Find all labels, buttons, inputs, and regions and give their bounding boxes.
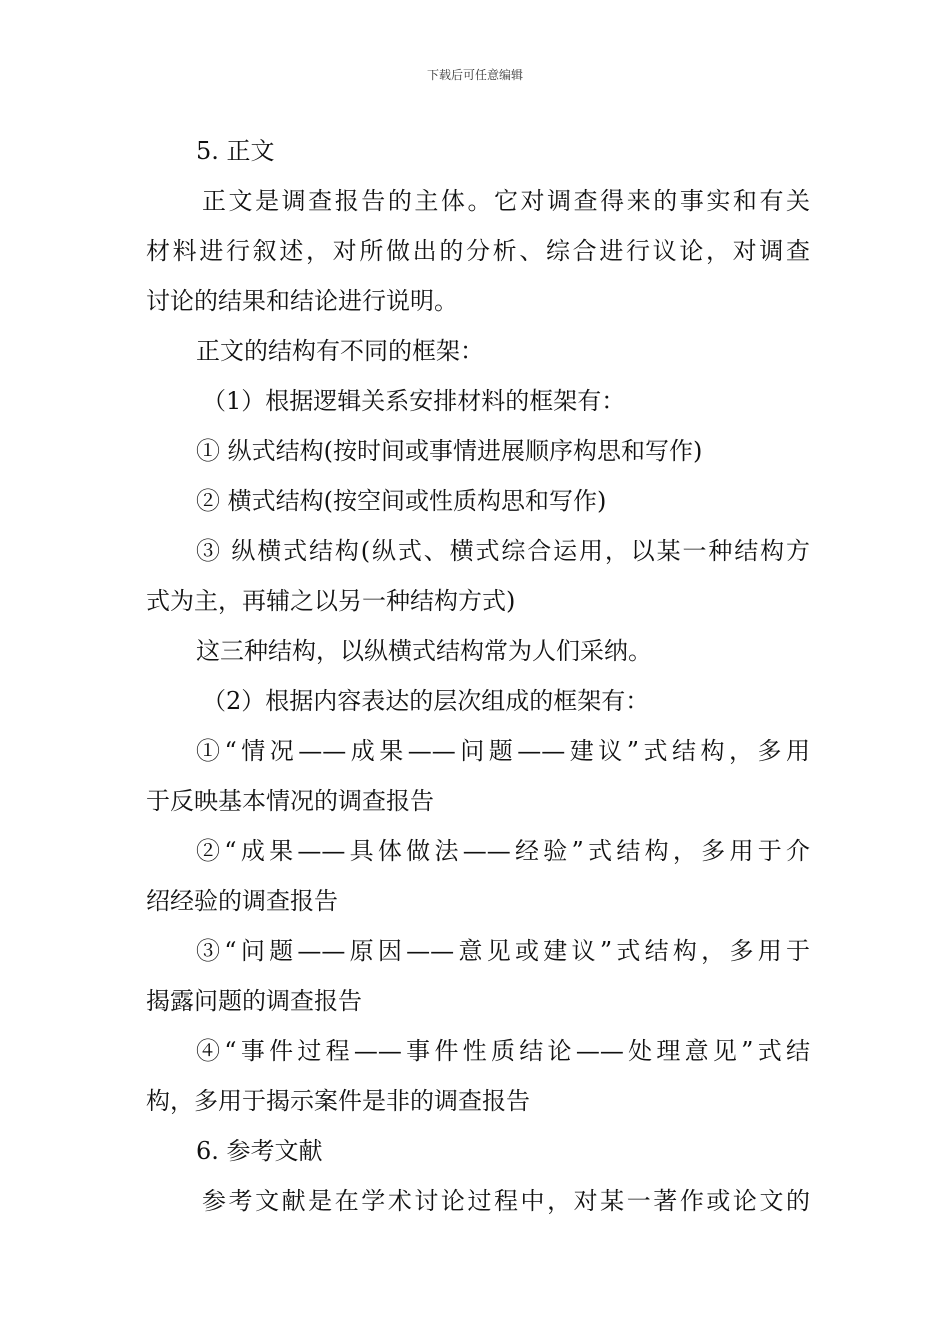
paragraph-line: 这三种结构，以纵横式结构常为人们采纳。 (196, 637, 652, 665)
list-item-continuation: 式为主，再辅之以另一种结构方式) (146, 587, 516, 615)
paragraph-line: 参考文献是在学术讨论过程中，对某一著作或论文的 (202, 1187, 810, 1215)
list-item-continuation: 于反映基本情况的调查报告 (146, 787, 434, 815)
paragraph-line: 正文是调查报告的主体。它对调查得来的事实和有关 (202, 187, 810, 215)
paragraph-line: 正文的结构有不同的框架： (196, 337, 484, 365)
list-item: ②“成果——具体做法——经验”式结构，多用于介 (196, 837, 810, 865)
list-heading: （2）根据内容表达的层次组成的框架有： (202, 687, 650, 715)
list-item-continuation: 构，多用于揭示案件是非的调查报告 (146, 1087, 530, 1115)
list-item: ② 横式结构(按空间或性质构思和写作) (196, 487, 607, 515)
paragraph-line: 讨论的结果和结论进行说明。 (146, 287, 458, 315)
list-item-continuation: 绍经验的调查报告 (146, 887, 338, 915)
list-item-continuation: 揭露问题的调查报告 (146, 987, 362, 1015)
list-item: ① 纵式结构(按时间或事情进展顺序构思和写作) (196, 437, 703, 465)
list-item: ③“问题——原因——意见或建议”式结构，多用于 (196, 937, 810, 965)
list-item: ④“事件过程——事件性质结论——处理意见”式结 (196, 1037, 810, 1065)
list-item: ③ 纵横式结构(纵式、横式综合运用，以某一种结构方 (196, 537, 810, 565)
section-heading-references: 6. 参考文献 (196, 1137, 323, 1165)
paragraph-line: 材料进行叙述，对所做出的分析、综合进行议论，对调查 (146, 237, 810, 265)
document-body (146, 126, 810, 1226)
section-heading-body: 5. 正文 (196, 137, 275, 165)
list-heading: （1）根据逻辑关系安排材料的框架有： (202, 387, 626, 415)
list-item: ①“情况——成果——问题——建议”式结构，多用 (196, 737, 810, 765)
page-header-note: 下载后可任意编辑 (426, 68, 523, 82)
